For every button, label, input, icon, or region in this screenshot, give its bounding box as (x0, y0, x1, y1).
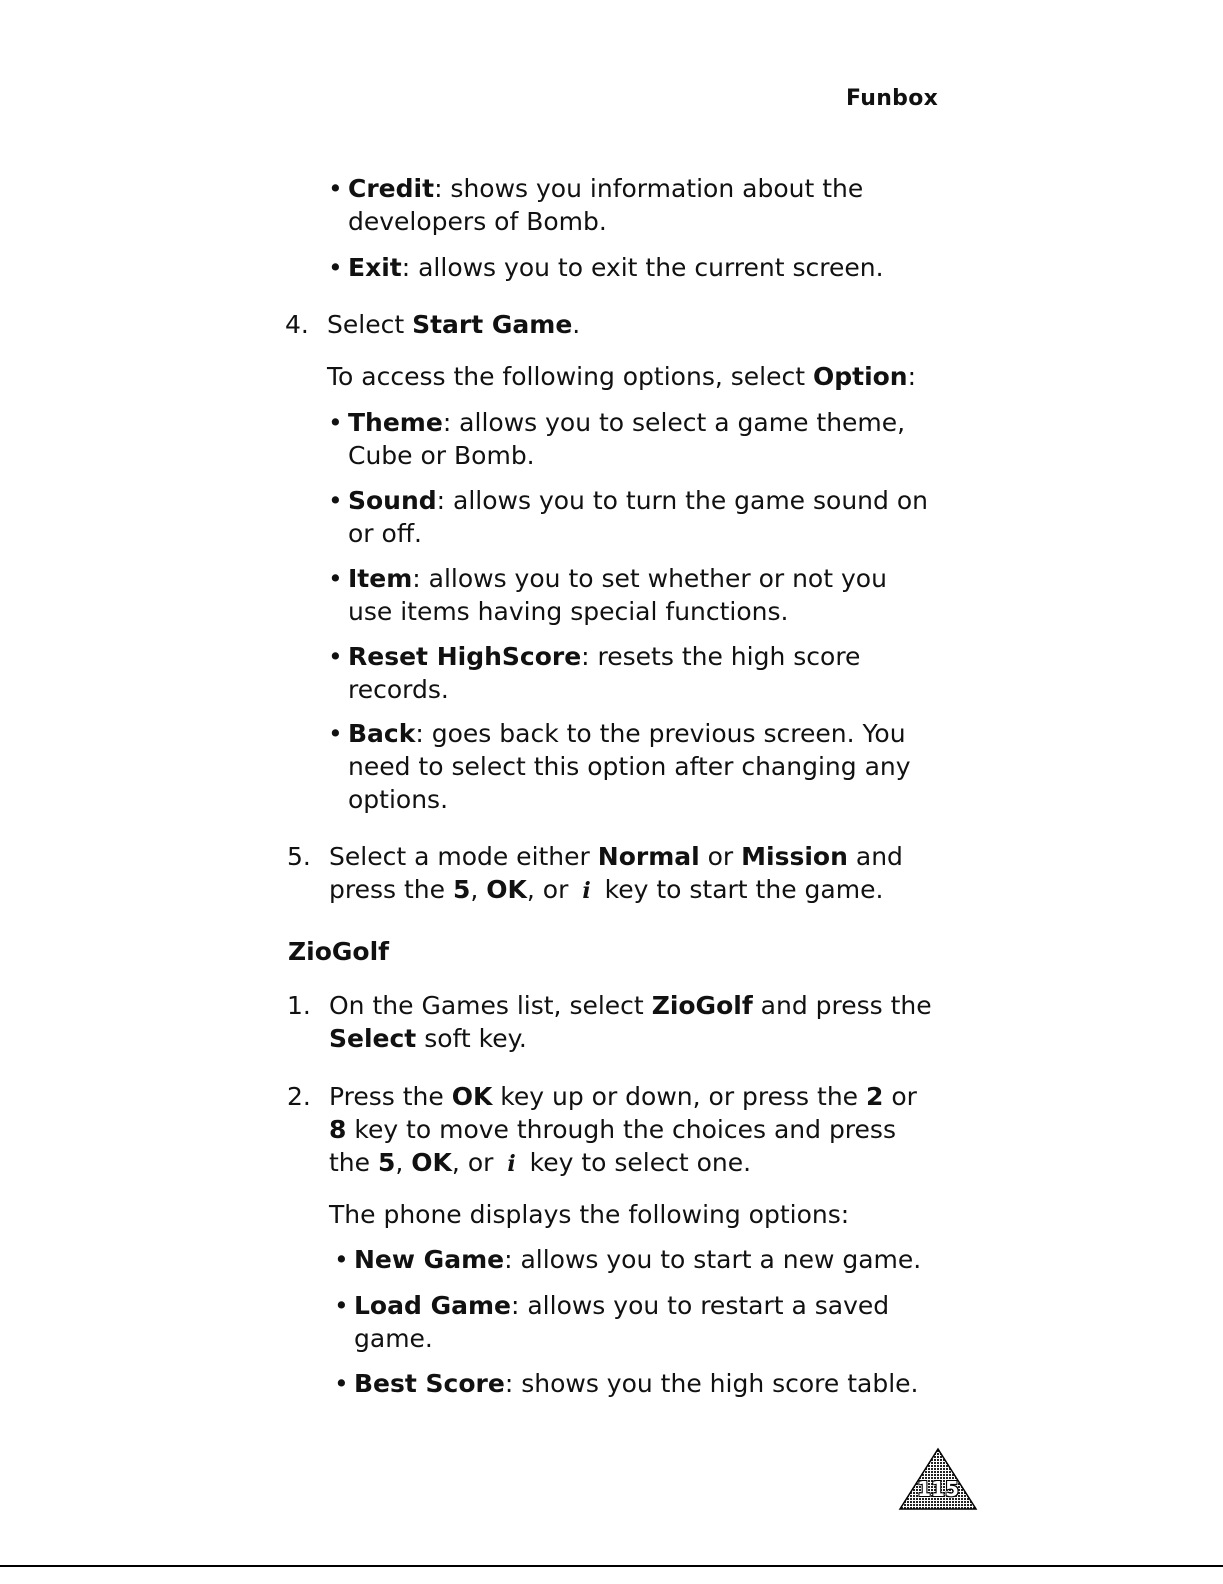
bullet-text-continued: options. (348, 785, 449, 814)
bullet-dot: • (328, 486, 343, 515)
page-number-badge (898, 1447, 978, 1511)
bullet-label: Exit (348, 253, 402, 282)
bullet-text: : allows you to exit the current screen. (401, 253, 884, 282)
bullet-text: : goes back to the previous screen. You (415, 719, 906, 748)
bullet-credit (328, 172, 864, 238)
step-text: and press the (752, 991, 932, 1020)
bullet-dot: • (328, 719, 343, 748)
step-text: the (329, 1148, 378, 1177)
intro-text: To access the following options, select (327, 362, 813, 391)
bullet-text: : allows you to select a game theme, (442, 408, 906, 437)
step-text: key to select one. (521, 1148, 752, 1177)
step-text: , or (451, 1148, 502, 1177)
bullet-new-game (334, 1243, 922, 1276)
bullet-text-continued: or off. (348, 519, 422, 548)
info-key-icon: i (582, 878, 591, 904)
bullet-dot: • (334, 1291, 349, 1320)
bullet-dot: • (334, 1245, 349, 1274)
bullet-dot: • (328, 253, 343, 282)
bullet-text-continued: Cube or Bomb. (348, 441, 535, 470)
key-5: 5 (452, 875, 471, 904)
bullet-item (328, 562, 887, 628)
step-text: , or (526, 875, 577, 904)
option-intro (327, 360, 916, 393)
step-number: 4. (285, 310, 309, 339)
key-5: 5 (377, 1148, 396, 1177)
step-text: Select (327, 310, 413, 339)
key-ok: OK (486, 875, 527, 904)
info-key-icon: i (507, 1151, 516, 1177)
step-text: press the (329, 875, 453, 904)
key-ok: OK (451, 1082, 493, 1111)
step-text: key to start the game. (596, 875, 884, 904)
golf-step-2 (287, 1080, 917, 1181)
bullet-text: : shows you information about the (434, 174, 864, 203)
bullet-reset-highscore (328, 640, 861, 706)
bullet-exit (328, 251, 884, 284)
step-text: or (883, 1082, 917, 1111)
bullet-text-continued: need to select this option after changing any (348, 752, 911, 781)
section-heading-ziogolf: ZioGolf (288, 937, 390, 966)
step-bold: ZioGolf (651, 991, 753, 1020)
step-text-suffix: . (572, 310, 581, 339)
bullet-sound (328, 484, 928, 550)
step-text: Press the (329, 1082, 452, 1111)
bullet-label: Theme (348, 408, 443, 437)
bullet-text: : allows you to restart a saved (510, 1291, 890, 1320)
bullet-text: : shows you the high score table. (504, 1369, 919, 1398)
bullet-text-continued: use items having special functions. (348, 597, 789, 626)
bullet-label: Back (348, 719, 416, 748)
bullet-dot: • (328, 642, 343, 671)
bullet-text: : allows you to turn the game sound on (436, 486, 928, 515)
bottom-rule (0, 1565, 1223, 1567)
bullet-back (328, 717, 911, 816)
key-2: 2 (866, 1082, 884, 1111)
step-text: On the Games list, select (329, 991, 652, 1020)
bullet-label: Load Game (354, 1291, 511, 1320)
step-text: and (847, 842, 903, 871)
bullet-dot: • (328, 408, 343, 437)
intro-suffix: : (907, 362, 917, 391)
step-text: soft key. (416, 1024, 527, 1053)
bullet-text: : allows you to start a new game. (504, 1245, 922, 1274)
bullet-label: Reset HighScore (348, 642, 582, 671)
bullet-text-continued: game. (354, 1324, 433, 1353)
step-text: key up or down, or press the (492, 1082, 867, 1111)
step-number: 5. (287, 842, 311, 871)
bullet-label: Sound (348, 486, 437, 515)
mode-normal: Normal (597, 842, 700, 871)
bullet-text-continued: records. (348, 675, 449, 704)
step-bold: Start Game (412, 310, 573, 339)
running-header: Funbox (846, 86, 939, 111)
page-number: 115 (917, 1477, 959, 1501)
step-text: Select a mode either (329, 842, 598, 871)
bullet-dot: • (328, 174, 343, 203)
step-number: 2. (287, 1082, 311, 1111)
bullet-label: New Game (354, 1245, 505, 1274)
bullet-dot: • (328, 564, 343, 593)
golf-intro: The phone displays the following options: (329, 1200, 850, 1229)
bullet-text: : allows you to set whether or not you (412, 564, 887, 593)
golf-step-1 (287, 989, 932, 1055)
bullet-label: Credit (348, 174, 435, 203)
key-8: 8 (329, 1115, 347, 1144)
step-5 (287, 840, 903, 908)
step-number: 1. (287, 991, 311, 1020)
step-bold: Select (329, 1024, 417, 1053)
step-text: , (395, 1148, 412, 1177)
bullet-best-score (334, 1367, 919, 1400)
step-text: or (699, 842, 742, 871)
bullet-load-game (334, 1289, 890, 1355)
mode-mission: Mission (741, 842, 848, 871)
step-text: , (470, 875, 487, 904)
intro-bold: Option (812, 362, 908, 391)
bullet-dot: • (334, 1369, 349, 1398)
bullet-text-continued: developers of Bomb. (348, 207, 607, 236)
step-4 (285, 308, 581, 341)
bullet-text: : resets the high score (581, 642, 861, 671)
step-text: key to move through the choices and press (346, 1115, 896, 1144)
bullet-label: Best Score (354, 1369, 505, 1398)
key-ok: OK (411, 1148, 452, 1177)
bullet-theme (328, 406, 906, 472)
bullet-label: Item (348, 564, 413, 593)
